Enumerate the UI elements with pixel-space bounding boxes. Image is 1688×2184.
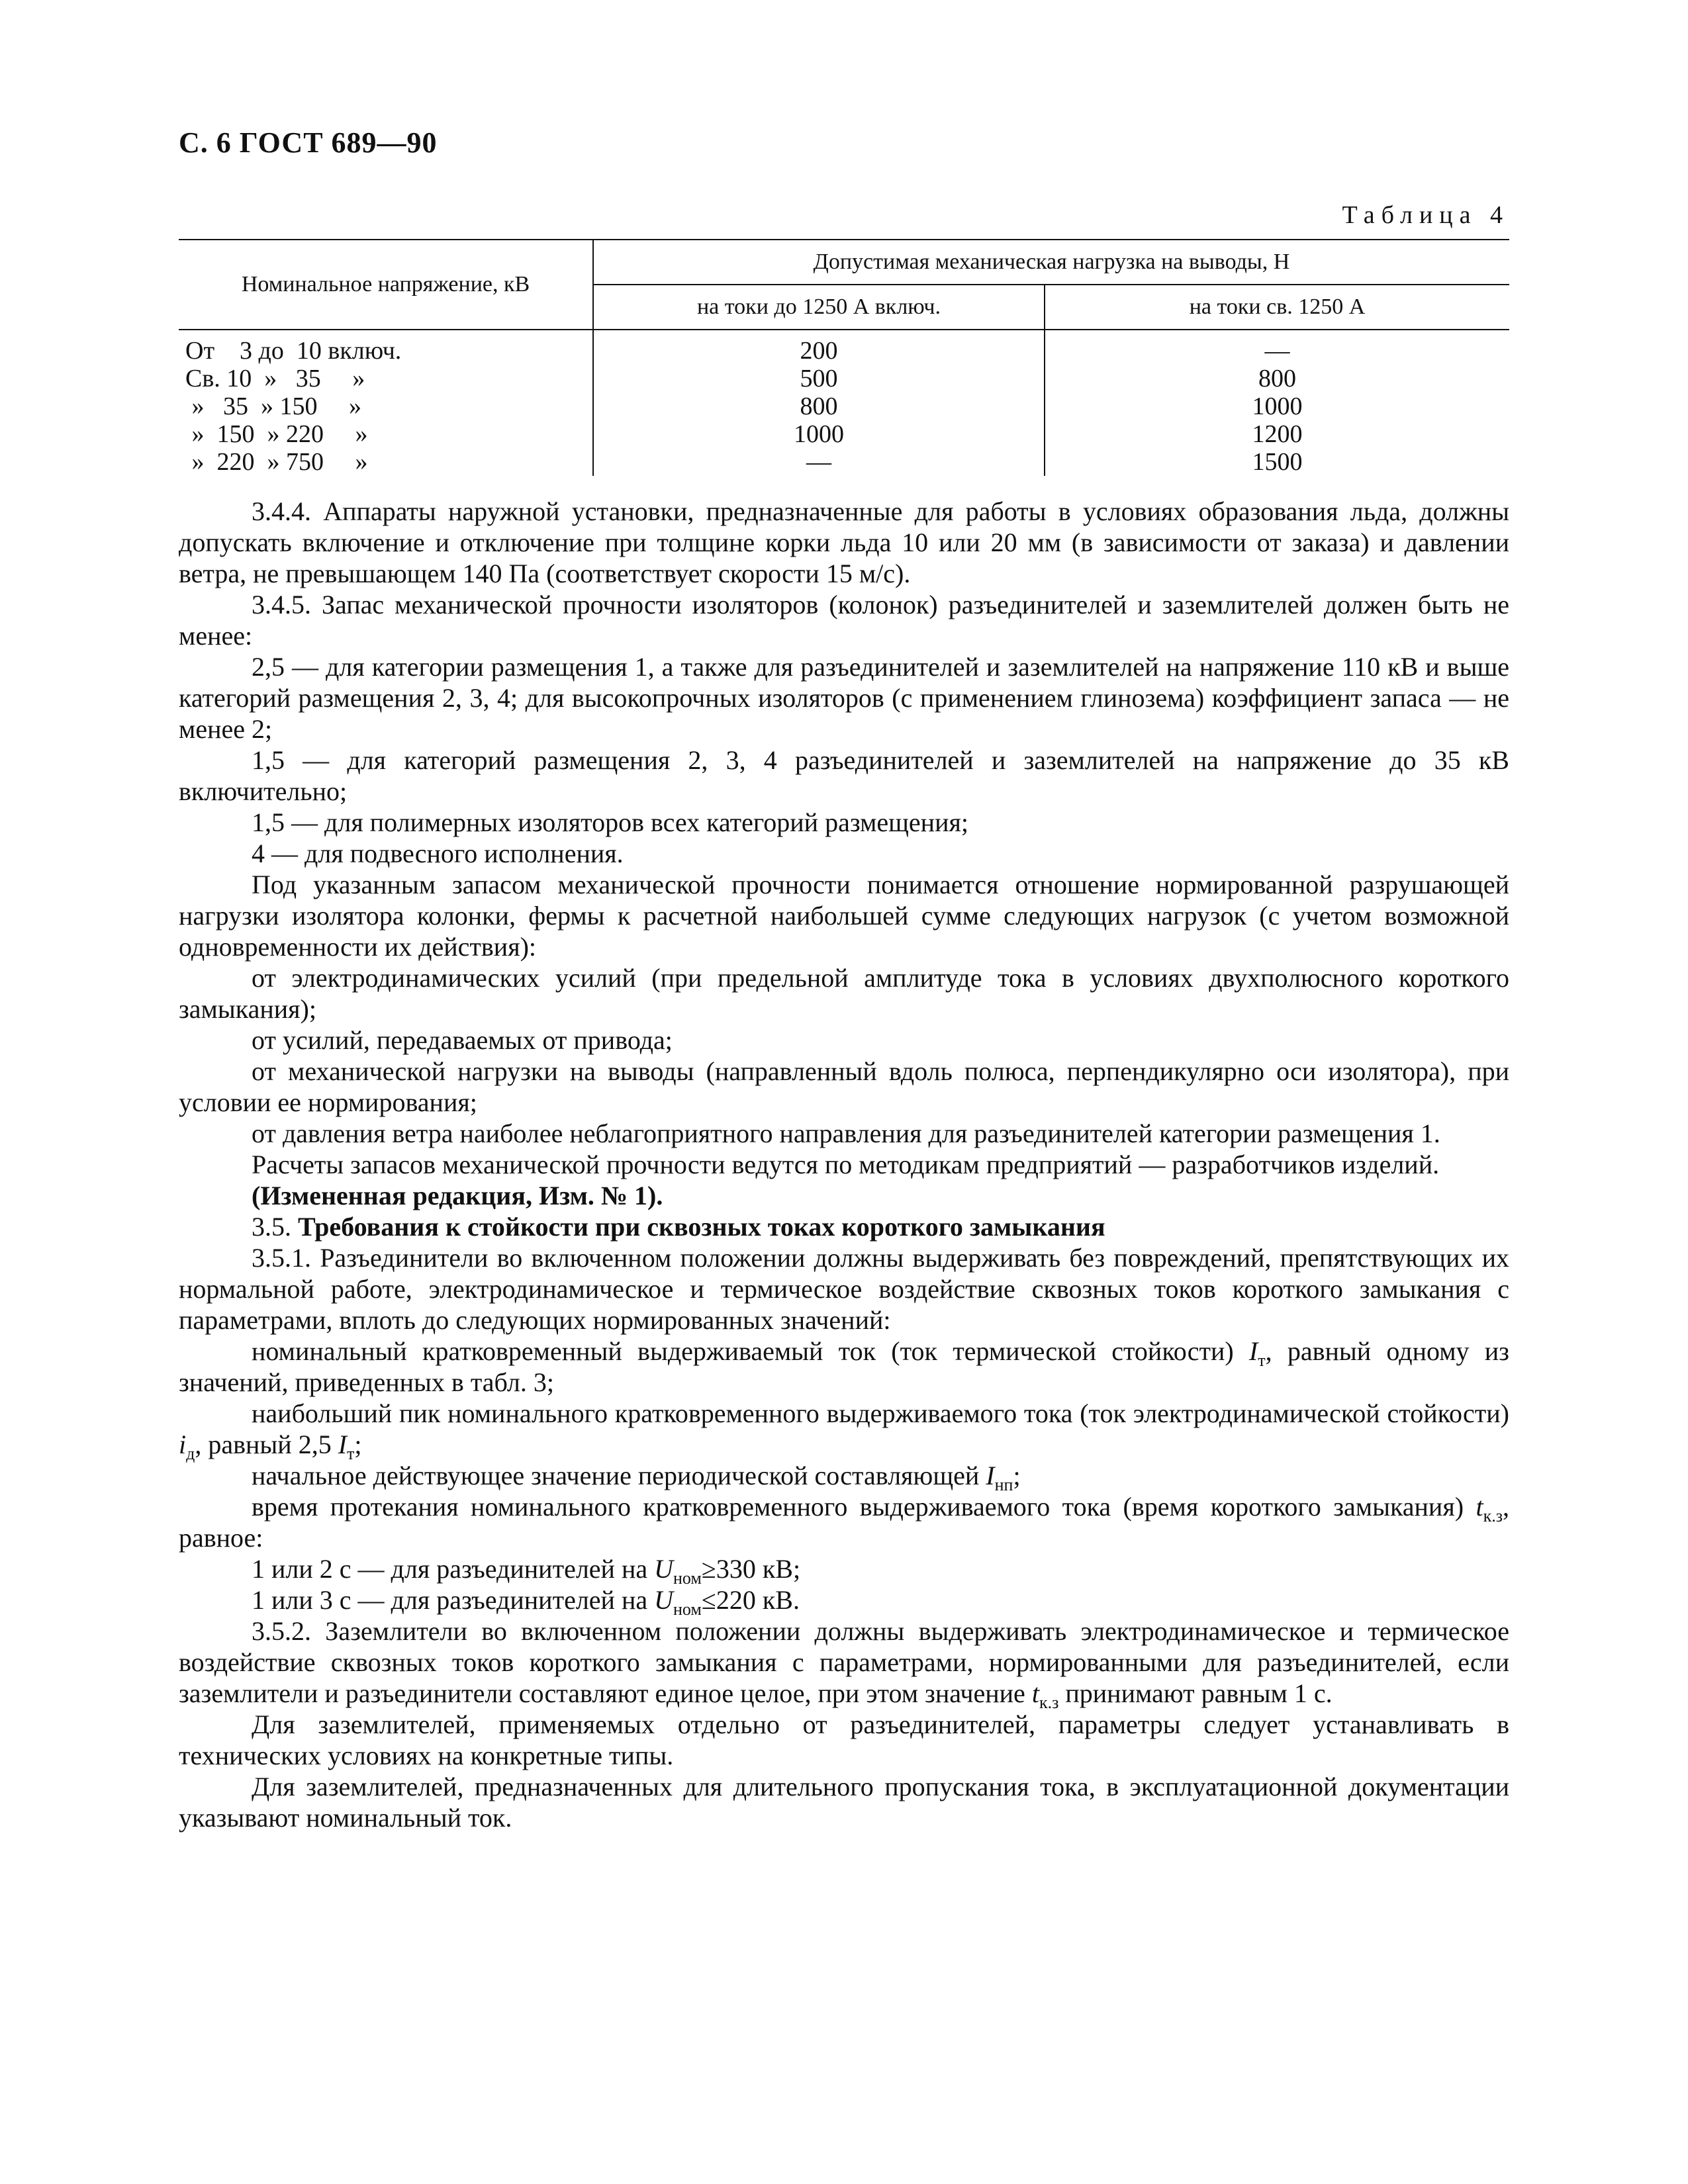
paragraph-load-4: от давления ветра наиболее неблагоприятного направления для разъединителей категории размещения 1.: [252, 1118, 1440, 1148]
row-voltage: От 3 до 10 включ.: [185, 337, 402, 365]
paragraph-factor-1-5a: 1,5 — для категорий размещения 2, 3, 4 разъединителей и заземлителей на напряжение до 35 кВ включительно;: [179, 745, 1509, 806]
text-fragment: ≤220 кВ.: [701, 1585, 800, 1615]
text-fragment: ;: [354, 1430, 362, 1459]
paragraph-calculations: Расчеты запасов механической прочности ведутся по методикам предприятий — разработчиков изделий.: [252, 1150, 1440, 1179]
body-text: [179, 496, 1509, 1833]
subscript-d: д: [186, 1444, 195, 1463]
paragraph-load-2: от усилий, передаваемых от привода;: [252, 1025, 673, 1055]
row-voltage: » 220 » 750 »: [185, 448, 368, 476]
sub-header-over-1250: на токи св. 1250 А: [1045, 285, 1509, 330]
paragraph-factor-4: 4 — для подвесного исполнения.: [252, 839, 624, 868]
table-4: [179, 239, 1509, 476]
paragraph-factor-1-5b: 1,5 — для полимерных изоляторов всех категорий размещения;: [252, 807, 969, 837]
text-fragment: , равный одному из значений, приведенных в табл. 3;: [179, 1336, 1509, 1397]
symbol-U: U: [654, 1554, 673, 1584]
paragraph-factor-2-5: 2,5 — для категории размещения 1, а также для разъединителей и заземлителей на напряжение 110 кВ и выше категорий размещения 2, 3, 4; для высокопрочных изоляторов (с применением глинозема) коэффициент запаса — не менее 2;: [179, 652, 1509, 744]
row-value-1: 500: [593, 365, 1045, 392]
paragraph-duration: [179, 1491, 1509, 1553]
paragraph-3-5-2: [179, 1615, 1509, 1712]
text-fragment: время протекания номинального кратковременного выдерживаемого тока (время короткого замыкания): [252, 1492, 1476, 1522]
table-row: [179, 448, 1509, 476]
row-value-1: —: [593, 448, 1045, 476]
table-caption: Таблица 4: [1342, 201, 1509, 229]
paragraph-definition: Под указанным запасом механической прочности понимается отношение нормированной разрушающей нагрузки изолятора колонки, фермы к расчетной наибольшей сумме следующих нагрузок (с учетом возможной одновременности их действия):: [179, 870, 1509, 962]
row-voltage: » 150 » 220 »: [185, 420, 368, 448]
row-value-1: 1000: [593, 420, 1045, 448]
table-row: [179, 420, 1509, 448]
subscript-kz: к.з: [1039, 1693, 1059, 1712]
paragraph-duration-220: [179, 1584, 1509, 1619]
text-fragment: принимают равным 1 с.: [1058, 1678, 1333, 1708]
text-fragment: номинальный кратковременный выдерживаемый ток (ток термической стойкости): [252, 1336, 1249, 1366]
paragraph-initial-value: [179, 1460, 1509, 1494]
paragraph-load-1: от электродинамических усилий (при предельной амплитуде тока в условиях двухполюсного короткого замыкания);: [179, 963, 1509, 1024]
subscript-nom: ном: [673, 1600, 702, 1619]
row-voltage: Св. 10 » 35 »: [185, 365, 365, 392]
text-fragment: , равное:: [179, 1492, 1509, 1553]
row-value-2: —: [1264, 337, 1290, 365]
text-fragment: ;: [1013, 1461, 1021, 1490]
table-row: [179, 330, 1509, 365]
symbol-t: t: [1031, 1678, 1039, 1708]
subscript-nom: ном: [673, 1569, 702, 1588]
symbol-i: i: [179, 1430, 187, 1459]
symbol-I: I: [1248, 1336, 1258, 1366]
paragraph-long-term-current: Для заземлителей, предназначенных для длительного пропускания тока, в эксплуатационной документации указывают номинальный ток.: [179, 1772, 1509, 1833]
paragraph-amendment: (Измененная редакция, Изм. № 1).: [252, 1181, 663, 1210]
subscript-kz: к.з: [1483, 1506, 1503, 1525]
symbol-t: t: [1476, 1492, 1483, 1522]
paragraph-3-4-4: 3.4.4. Аппараты наружной установки, предназначенные для работы в условиях образования льда, должны допускать включение и отключение при толщине корки льда 10 или 20 мм (в зависимости от заказа) и давлении ветра, не превышающем 140 Па (соответствует скорости 15 м/с).: [179, 496, 1509, 588]
row-value-2: 1000: [1252, 392, 1303, 420]
paragraph-3-5-1: 3.5.1. Разъединители во включенном положении должны выдерживать без повреждений, препятствующих их нормальной работе, электродинамическое и термическое воздействие сквозных токов короткого замыкания с параметрами, вплоть до следующих нормированных значений:: [179, 1243, 1509, 1335]
text-fragment: наибольший пик номинального кратковременного выдерживаемого тока (ток электродинамической стойкости): [252, 1398, 1509, 1428]
subscript-t: т: [347, 1444, 355, 1463]
subscript-t: т: [1258, 1351, 1266, 1370]
symbol-I: I: [986, 1461, 995, 1490]
section-title: Требования к стойкости при сквозных токах короткого замыкания: [298, 1212, 1105, 1242]
page-header: С. 6 ГОСТ 689—90: [179, 126, 438, 159]
symbol-U: U: [654, 1585, 673, 1615]
symbol-I: I: [338, 1430, 348, 1459]
text-fragment: , равный 2,5: [195, 1430, 338, 1459]
text-fragment: 1 или 2 с — для разъединителей на: [252, 1554, 655, 1584]
paragraph-peak-current: [179, 1398, 1509, 1463]
paragraph-load-3: от механической нагрузки на выводы (направленный вдоль полюса, перпендикулярно оси изолятора), при условии ее нормирования;: [179, 1056, 1509, 1117]
section-3-5-heading: [179, 1211, 1509, 1242]
col-header-voltage: Номинальное напряжение, кВ: [179, 240, 593, 330]
row-value-2: 1500: [1252, 448, 1303, 476]
text-fragment: начальное действующее значение периодической составляющей: [252, 1461, 986, 1490]
paragraph-separate-earthing: Для заземлителей, применяемых отдельно от разъединителей, параметры следует устанавливать в технических условиях на конкретные типы.: [179, 1709, 1509, 1770]
table-row: [179, 392, 1509, 420]
section-number: 3.5.: [252, 1212, 291, 1242]
paragraph-rated-current: [179, 1336, 1509, 1398]
text-fragment: 1 или 3 с — для разъединителей на: [252, 1585, 655, 1615]
paragraph-3-4-5: 3.4.5. Запас механической прочности изоляторов (колонок) разъединителей и заземлителей должен быть не менее:: [179, 590, 1509, 651]
row-value-2: 1200: [1252, 420, 1303, 448]
row-value-1: 200: [593, 330, 1045, 365]
row-voltage: » 35 » 150 »: [185, 392, 361, 420]
paragraph-duration-330: [179, 1553, 1509, 1588]
document-page: [179, 99, 1509, 1833]
text-fragment: ≥330 кВ;: [701, 1554, 801, 1584]
text-fragment: 3.5.2. Заземлители во включенном положении должны выдерживать электродинамическое и термическое воздействие сквозных токов короткого замыкания с параметрами, нормированными для разъединителей, если заземлители и разъединители составляют единое целое, при этом значение: [179, 1616, 1509, 1708]
subscript-np: нп: [994, 1475, 1013, 1494]
sub-header-upto-1250: на токи до 1250 А включ.: [593, 285, 1045, 330]
row-value-2: 800: [1258, 365, 1296, 392]
table-row: [179, 365, 1509, 392]
group-header-load: Допустимая механическая нагрузка на выводы, Н: [593, 240, 1509, 285]
row-value-1: 800: [593, 392, 1045, 420]
